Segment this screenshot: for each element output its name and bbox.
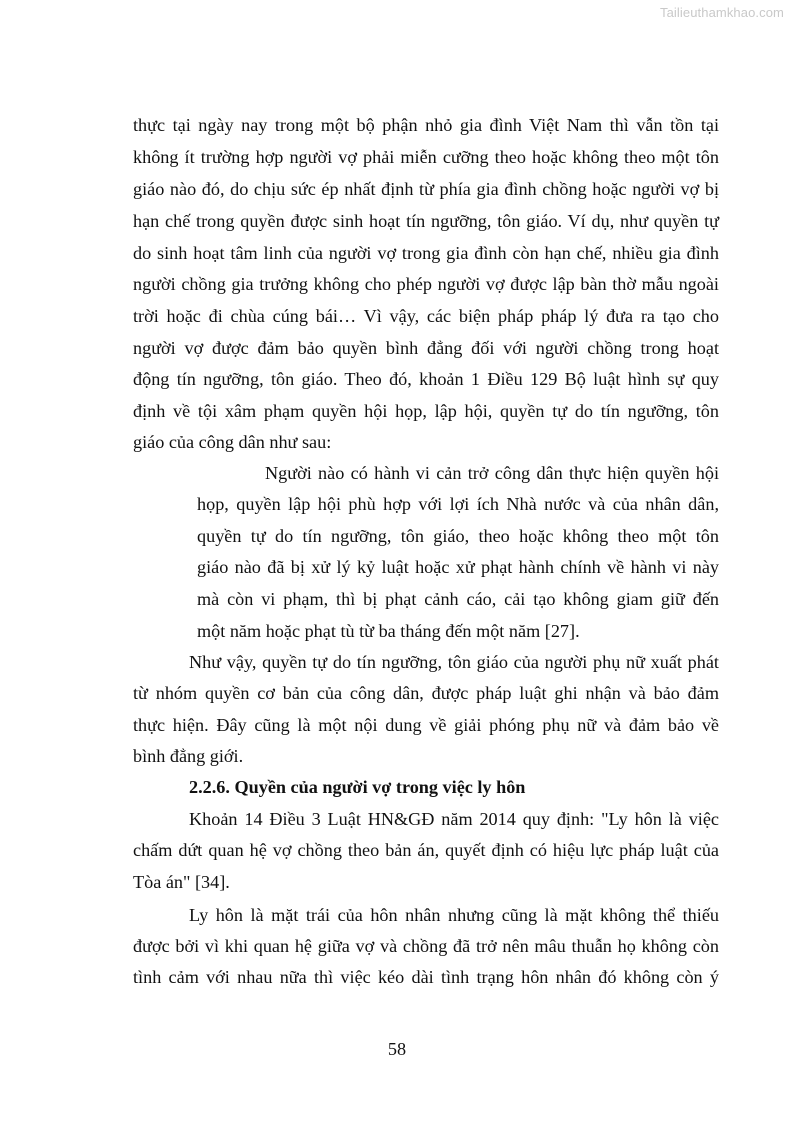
paragraph-line: giáo nào đó, do chịu sức ép nhất định từ phía gia đình chồng hoặc người vợ bị <box>133 179 719 199</box>
paragraph-line: trời hoặc đi chùa cúng bái… Vì vậy, các biện pháp pháp lý đưa ra tạo cho <box>133 306 719 326</box>
quote-line: Người nào có hành vi cản trở công dân thực hiện quyền hội <box>265 463 719 483</box>
paragraph-line: định về tội xâm phạm quyền hội họp, lập hội, quyền tự do tín ngưỡng, tôn <box>133 401 719 421</box>
watermark-text: Tailieuthamkhao.com <box>659 5 784 20</box>
paragraph-line: chấm dứt quan hệ vợ chồng theo bản án, quyết định có hiệu lực pháp luật của <box>133 840 719 860</box>
quote-line: mà còn vi phạm, thì bị phạt cảnh cáo, cải tạo không giam giữ đến <box>197 589 719 609</box>
quote-line: họp, quyền lập hội phù hợp với lợi ích Nhà nước và của nhân dân, <box>197 494 719 514</box>
paragraph-line: người chồng gia trưởng không cho phép người vợ được lập bàn thờ mẫu ngoài <box>133 274 719 294</box>
paragraph-line: từ nhóm quyền cơ bản của công dân, được pháp luật ghi nhận và bảo đảm <box>133 683 719 703</box>
quote-line: quyền tự do tín ngưỡng, tôn giáo, theo hoặc không theo một tôn <box>197 526 719 546</box>
quote-line: giáo nào đã bị xử lý kỷ luật hoặc xử phạt hành chính về hành vi này <box>197 557 719 577</box>
paragraph-line: Như vậy, quyền tự do tín ngưỡng, tôn giáo của người phụ nữ xuất phát <box>189 652 719 672</box>
quote-line: một năm hoặc phạt tù từ ba tháng đến một năm [27]. <box>197 621 580 641</box>
paragraph-line: động tín ngưỡng, tôn giáo. Theo đó, khoản 1 Điều 129 Bộ luật hình sự quy <box>133 369 719 389</box>
paragraph-line: thực hiện. Đây cũng là một nội dung về giải phóng phụ nữ và đảm bảo về <box>133 715 719 735</box>
paragraph-line: người vợ được đảm bảo quyền bình đẳng đối với người chồng trong hoạt <box>133 338 719 358</box>
paragraph-line: Tòa án" [34]. <box>133 872 230 892</box>
paragraph-line: thực tại ngày nay trong một bộ phận nhỏ gia đình Việt Nam thì vẫn tồn tại <box>133 115 719 135</box>
paragraph-line: không ít trường hợp người vợ phải miễn cưỡng theo hoặc không theo một tôn <box>133 147 719 167</box>
paragraph-line: giáo của công dân như sau: <box>133 432 332 452</box>
paragraph-line: Khoản 14 Điều 3 Luật HN&GĐ năm 2014 quy định: "Ly hôn là việc <box>189 809 719 829</box>
paragraph-line: bình đẳng giới. <box>133 746 244 766</box>
page-number: 58 <box>387 1039 407 1059</box>
paragraph-line: được bởi vì khi quan hệ giữa vợ và chồng đã trở nên mâu thuẫn họ không còn <box>133 936 719 956</box>
paragraph-line: tình cảm với nhau nữa thì việc kéo dài tình trạng hôn nhân đó không còn ý <box>133 967 719 987</box>
section-heading: 2.2.6. Quyền của người vợ trong việc ly hôn <box>189 777 526 797</box>
paragraph-line: Ly hôn là mặt trái của hôn nhân nhưng cũng là mặt không thể thiếu <box>189 905 719 925</box>
paragraph-line: do sinh hoạt tâm linh của người vợ trong gia đình còn hạn chế, nhiều gia đình <box>133 243 719 263</box>
paragraph-line: hạn chế trong quyền được sinh hoạt tín ngưỡng, tôn giáo. Ví dụ, như quyền tự <box>133 211 719 231</box>
